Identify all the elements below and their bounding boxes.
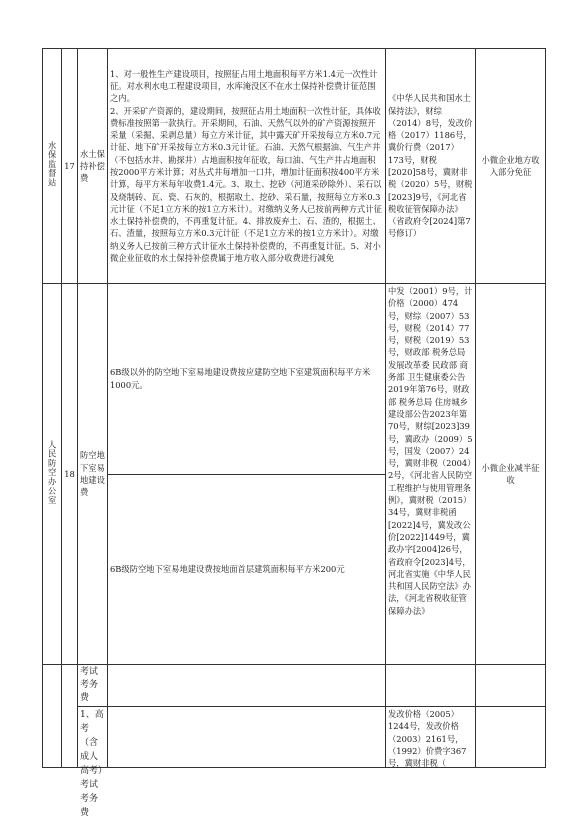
fee-standard bbox=[108, 49, 386, 284]
fee-standard-6b: 6B级防空地下室易地建设费按地面首层建筑面积每平方米200元 bbox=[108, 474, 386, 665]
fee-item-name: 防空地下室易地建设费 bbox=[78, 284, 108, 665]
preferential-policy: 小微企业减半征收 bbox=[476, 284, 546, 665]
policy-basis: 《中华人民共和国水土保持法》，财综（2014）8号，发改价格（2017）1186号，冀价行费（2017）173号，财税[2020]58号，冀财非税（2020）5号，财税[2023]9号，《河北省税收征管保障办法》（省政府令[2024]第7号修订） bbox=[386, 49, 476, 284]
table-row bbox=[43, 284, 546, 475]
fee-item-name: 水土保持补偿费 bbox=[78, 49, 108, 284]
fee-standard-6b-other: 6B级以外的防空地下室易地建设费按应建防空地下室建筑面积每平方米1000元。 bbox=[108, 284, 386, 475]
policy-basis bbox=[386, 284, 476, 665]
policy-basis bbox=[386, 707, 476, 768]
table-row bbox=[43, 707, 546, 768]
policy-basis bbox=[386, 665, 476, 707]
fee-table bbox=[42, 48, 546, 818]
table-row bbox=[43, 665, 546, 707]
department-name: 水保监督站 bbox=[47, 141, 58, 188]
exam-fee-title: 考试考务费 bbox=[78, 665, 108, 707]
department-cell bbox=[43, 49, 62, 284]
preferential-policy bbox=[476, 665, 546, 707]
preferential-policy: 小微企业地方收入部分免征 bbox=[476, 49, 546, 284]
row-number: 17 bbox=[62, 49, 78, 284]
row-number: 18 bbox=[62, 284, 78, 665]
fee-standard bbox=[108, 665, 386, 707]
fee-standard-text: 1、对一般性生产建设项目，按照征占用土地面积每平方米1.4元一次性计征。对水利水电工程建设项目，水库淹没区不在水土保持补偿费计征范围之内。 2、开采矿产资源的，建设期间，按照征占用土地面积一次性计征，具体收费标准按照第一款执行。开采期间，石油、天然气以外的矿产资源按照开采量（采掘、采剥总量）每立方米计征，其中露天矿开采按每立方米0.7元计征、地下矿开采按每立方米0.3元计征。石油、天然气根据油、气生产井（不包括水井、勘探井）占地面积按年征收，每口油、气生产井占地面积按2000平方米计算；对丛式井每增加一口井，增加计征面积按400平方米计算，每平方米每年收费1.4元。3、取土、挖砂（河道采砂除外）、采石以及烧制砖、瓦、瓷、石灰的，根据取土、挖砂、采石量，按照每立方米0.3元计征（不足1立方米的按1立方米计）。对缴纳义务人已按前两种方式计征水土保持补偿费的，不再重复计征。4、排放废弃土、石、渣的，根据土、石、渣量，按照每立方米0.3元计征（不足1立方米的按1立方米计）。对缴纳义务人已按前三种方式计征水土保持补偿费的，不再重复计征。5、对小微企业征收的水土保持补偿费属于地方收入部分收费进行减免 bbox=[110, 68, 382, 264]
policy-basis-text: 中发（2001）9号，计价格（2000）474号，财综（2007）53号，财税（2014）77号，财税（2019）53号，财政部 税务总局 发展改革委 民政部 商务部 卫生健康委公告2019年第76号，财政部 税务总局 住房城乡建设部公告2023年第70号，财综[2023]39号，冀政办（2009）5号，国发（2007）24号，冀财非税（2004）2号，《河北省人民防空工程维护与使用管理条例》，冀财税（2015）34号，冀财非税函[2022]4号，冀发改公价[2022]1449号，冀政办字[2004]26号，省政府令[2023]4号，河北省实施《中华人民共和国人民防空法》办法，《河北省税收征管保障办法》 bbox=[388, 286, 473, 616]
exam-sub-item: 1、高考（含成人高考）考试考务费 bbox=[78, 707, 108, 768]
preferential-policy bbox=[476, 707, 546, 768]
row-number bbox=[62, 665, 78, 768]
fee-standard bbox=[108, 707, 386, 768]
table-row bbox=[43, 49, 546, 284]
department-cell bbox=[43, 284, 62, 665]
department-name: 人民防空办公室 bbox=[47, 439, 58, 505]
policy-basis-text: 发改价格（2005）1244号，发改价格（2003）2161号，（1992）价费字367号，冀财非税（ bbox=[388, 709, 467, 769]
department-cell bbox=[43, 665, 62, 768]
